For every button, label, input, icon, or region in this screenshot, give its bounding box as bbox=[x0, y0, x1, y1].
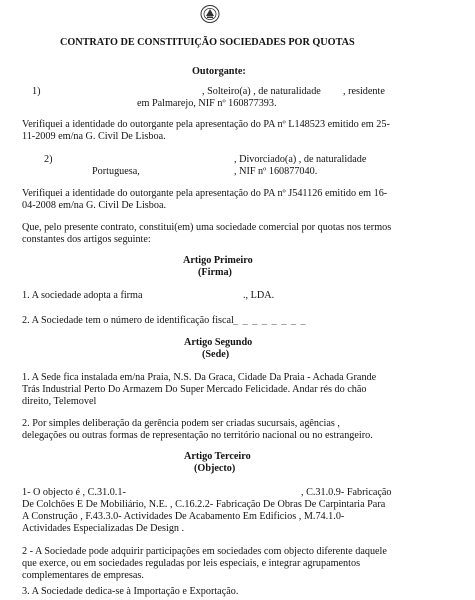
artigo-terceiro-item2-line3: complementares de empresas. bbox=[22, 570, 144, 581]
outorgante-2-line1: , Divorciado(a) , de naturalidade bbox=[234, 154, 367, 165]
artigo-primeiro-subheading: (Firma) bbox=[198, 267, 232, 278]
artigo-terceiro-item1-line2: De Colchões E De Mobiliário, N.E. , C.16.2.2- Fabricação De Obras De Carpintaria Para bbox=[22, 499, 386, 510]
artigo-terceiro-item1-line4: Actividades Especializadas De Design . bbox=[22, 523, 185, 534]
outorgante-1-line1-b: , residente bbox=[343, 86, 385, 97]
artigo-terceiro-item2-line1: 2 - A Sociedade pode adquirir participações em sociedades com objecto diferente daquele bbox=[22, 546, 387, 557]
artigo-segundo-item2-line2: delegações ou outras formas de representação no território nacional ou no estrangeiro. bbox=[22, 430, 373, 441]
outorgante-2-line2-a: Portuguesa, bbox=[92, 166, 140, 177]
artigo-terceiro-subheading: (Objecto) bbox=[194, 463, 236, 474]
outorgante-heading: Outorgante: bbox=[192, 66, 246, 77]
artigo-terceiro-item2-line2: que exerce, ou em sociedades reguladas por leis especiais, e integrar agrupamentos bbox=[22, 558, 361, 569]
intro-line1: Que, pelo presente contrato, constitui(em) uma sociedade comercial por quotas nos termos bbox=[22, 222, 392, 233]
coat-of-arms-icon bbox=[199, 4, 221, 24]
intro-line2: constantes dos artigos seguinte: bbox=[22, 234, 151, 245]
artigo-primeiro-item2: 2. A Sociedade tem o número de identificação fiscal bbox=[22, 315, 234, 326]
artigo-terceiro-heading: Artigo Terceiro bbox=[184, 451, 251, 462]
artigo-primeiro-item1-a: 1. A sociedade adopta a firma bbox=[22, 290, 143, 301]
outorgante-1-line1-a: , Solteiro(a) , de naturalidade bbox=[202, 86, 321, 97]
outorgante-2-number: 2) bbox=[44, 154, 53, 165]
verify-1-line2: 11-2009 em/na G. Civil De Lisboa. bbox=[22, 131, 166, 142]
artigo-segundo-item2-line1: 2. Por simples deliberação da gerência podem ser criadas sucursais, agências , bbox=[22, 418, 340, 429]
verify-2-line1: Verifiquei a identidade do outorgante pela apresentação do PA nº J541126 emitido em 16- bbox=[22, 188, 388, 199]
artigo-segundo-item1-line2: Trás Industrial Perto Do Armazem Do Super Mercado Felicidade. Andar rés do chão bbox=[22, 384, 367, 395]
nif-blank: _ _ _ _ _ _ _ _ bbox=[233, 315, 307, 326]
artigo-segundo-item1-line1: 1. A Sede fica instalada em/na Praia, N.S. Da Graca, Cidade Da Praia - Achada Grande bbox=[22, 372, 377, 383]
outorgante-1-line2: em Palmarejo, NIF nº 160877393. bbox=[137, 98, 277, 109]
artigo-terceiro-item1-line1-a: 1- O objecto é , C.31.0.1- bbox=[22, 487, 126, 498]
artigo-segundo-item1-line3: direito, Telemovel bbox=[22, 396, 97, 407]
outorgante-1-number: 1) bbox=[32, 86, 41, 97]
artigo-terceiro-item1-line1-b: , C.31.0.9- Fabricação bbox=[301, 487, 392, 498]
artigo-terceiro-item1-line3: A Construção , F.43.3.0- Actividades De Acabamento Em Edificios , M.74.1.0- bbox=[22, 511, 345, 522]
verify-1-line1: Verifiquei a identidade do outorgante pela apresentação do PA nº L148523 emitido em 25- bbox=[22, 119, 390, 130]
artigo-primeiro-item1-b: ., LDA. bbox=[243, 290, 275, 301]
artigo-segundo-subheading: (Sede) bbox=[202, 349, 230, 360]
document-title: CONTRATO DE CONSTITUIÇÃO SOCIEDADES POR QUOTAS bbox=[60, 37, 355, 48]
artigo-segundo-heading: Artigo Segundo bbox=[184, 337, 253, 348]
verify-2-line2: 04-2008 em/na G. Civil De Lisboa. bbox=[22, 200, 167, 211]
artigo-terceiro-item3: 3. A Sociedade dedica-se à Importação e Exportação. bbox=[22, 586, 239, 597]
artigo-primeiro-heading: Artigo Primeiro bbox=[183, 255, 253, 266]
outorgante-2-line2-b: , NIF nº 160877040. bbox=[234, 166, 318, 177]
